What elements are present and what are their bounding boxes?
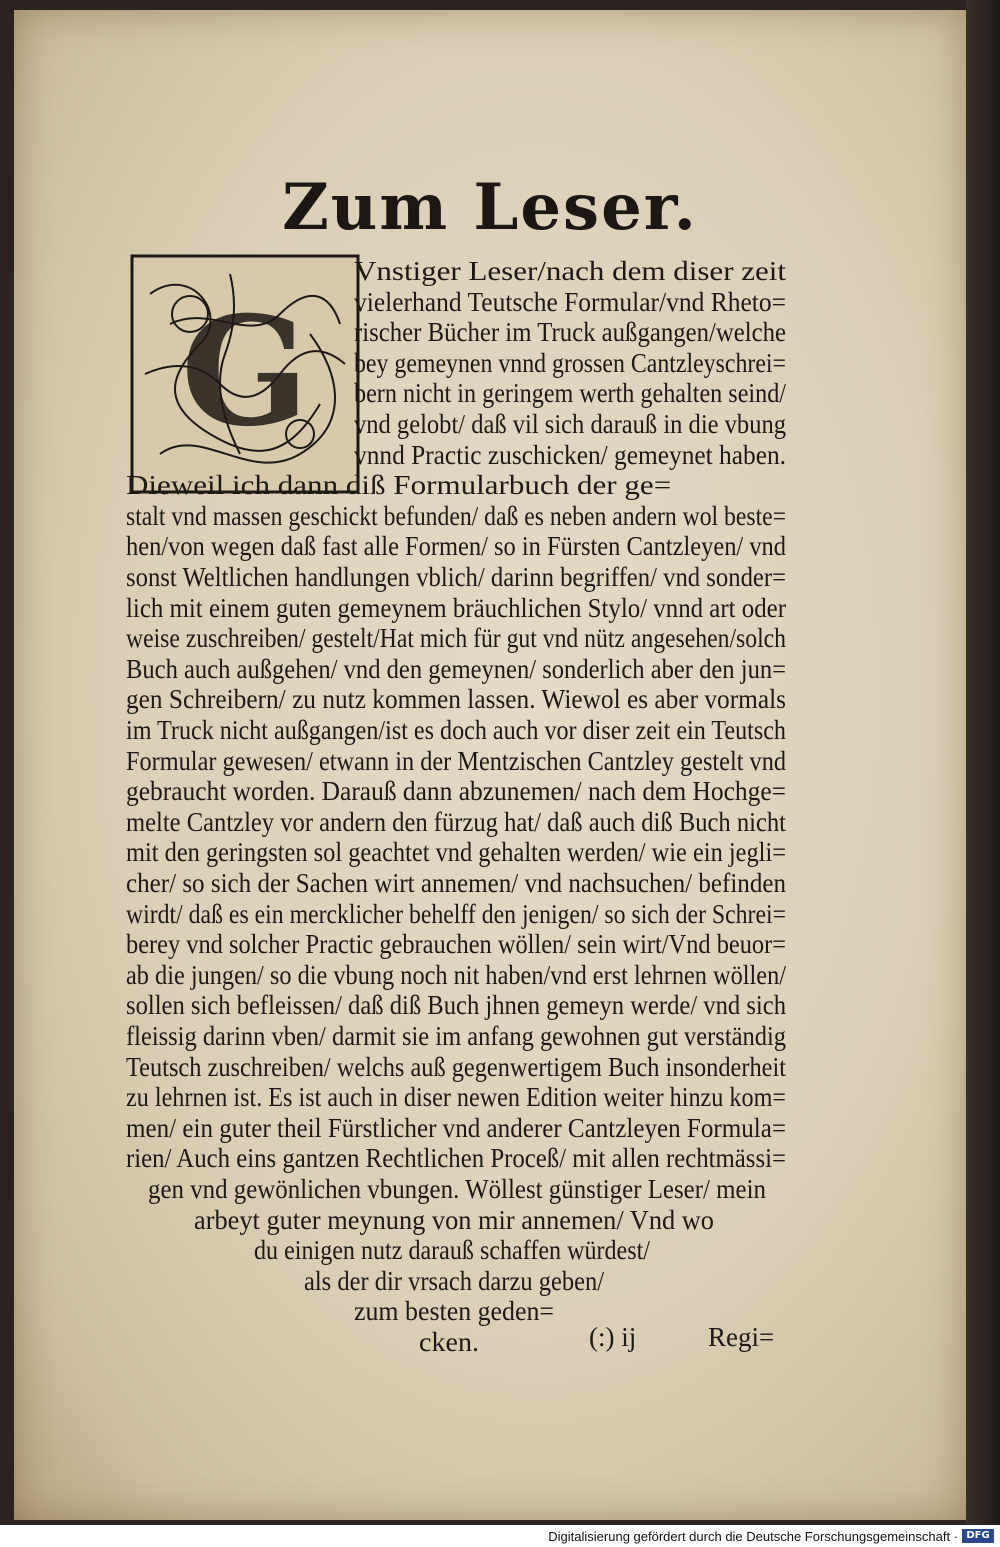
text-line: Buch auch außgehen/ vnd den gemeynen/ sonderlich aber den jun= [126,653,786,684]
text-line: Vnstiger Leser/nach dem diser zeit [354,256,786,286]
text-line: gen vnd gewönlichen vbungen. Wöllest günstiger Leser/ mein [148,1174,766,1204]
text-line: zum besten geden= [354,1296,554,1327]
text-line: rien/ Auch eins gantzen Rechtlichen Proceß/ mit allen rechtmässi= [126,1143,786,1174]
text-line: rischer Bücher im Truck außgangen/welche [354,317,786,348]
text-line: weise zuschreiben/ gestelt/Hat mich für gut vnd nütz angesehen/solch [126,623,786,654]
book-edge-shadow [966,0,1000,1525]
text-line: melte Cantzley vor andern den fürzug hat/ daß auch diß Buch nicht [126,806,786,837]
text-line: sollen sich befleissen/ daß diß Buch jhnen gemeyn werde/ vnd sich [126,990,786,1021]
catchword: Regi= [708,1322,775,1352]
text-line: cher/ so sich der Sachen wirt annemen/ vnd nachsuchen/ befinden [126,868,786,898]
paper-page [14,10,966,1520]
text-line: bey gemeynen vnnd grossen Cantzleyschrei= [354,347,786,378]
text-line: berey vnd solcher Practic gebrauchen wöllen/ sein wirt/Vnd beuor= [126,929,786,960]
text-line: fleissig darinn vben/ darmit sie im anfang gewohnen gut verständig [126,1021,786,1051]
text-line: vielerhand Teutsche Formular/vnd Rheto= [354,286,786,317]
text-line: gen Schreibern/ zu nutz kommen lassen. Wiewol es aber vormals [126,684,786,715]
text-line: ab die jungen/ so die vbung noch nit haben/vnd erst lehrnen wöllen/ [126,959,786,990]
text-line: Teutsch zuschreiben/ welchs auß gegenwertigem Buch insonderheit [126,1051,786,1082]
text-line: bern nicht in geringem werth gehalten seind/ [354,378,786,409]
text-line: im Truck nicht außgangen/ist es doch auch vor diser zeit ein Teutsch [126,715,786,745]
text-line: mit den geringsten sol geachtet vnd gehalten werden/ wie ein jegli= [126,837,786,868]
text-line: wirdt/ daß es ein mercklicher behelff den jenigen/ so sich der Schrei= [126,898,786,929]
page-title: Zum Leser. [282,170,698,245]
text-line: gebraucht worden. Darauß dann abzunemen/ nach dem Hochge= [126,776,786,807]
text-line: men/ ein guter theil Fürstlicher vnd anderer Cantzleyen Formula= [126,1112,786,1143]
text-line: sonst Weltlichen handlungen vblich/ darinn begriffen/ vnd sonder= [126,562,786,592]
text-line: vnnd Practic zuschicken/ gemeynet haben. [354,439,786,470]
text-line: als der dir vrsach darzu geben/ [304,1265,604,1296]
initial-letter-glyph: G [180,284,310,460]
text-line: arbeyt guter meynung von mir annemen/ Vnd wo [194,1204,714,1235]
text-line: hen/von wegen daß fast alle Formen/ so in Fürsten Cantzleyen/ vnd [126,531,786,562]
text-line: Dieweil ich dann diß Formularbuch der ge= [126,470,672,501]
decorated-initial-letter [130,254,360,494]
text-line: cken. [419,1327,479,1357]
footer-credit-text: Digitalisierung gefördert durch die Deutsche Forschungsgemeinschaft · [548,1529,958,1544]
text-line: lich mit einem guten gemeynem bräuchlichen Stylo/ vnnd art oder [126,592,786,623]
signature-mark: (:) ij [589,1322,637,1352]
text-line: du einigen nutz darauß schaffen würdest/ [254,1235,650,1266]
text-line: vnd gelobt/ daß vil sich darauß in die vbung [354,409,786,439]
text-line: stalt vnd massen geschickt befunden/ daß es neben andern wol beste= [126,500,786,531]
text-line: Formular gewesen/ etwann in der Mentzischen Cantzley gestelt vnd [126,745,786,776]
text-line: zu lehrnen ist. Es ist auch in diser newen Edition weiter hinzu kom= [126,1082,786,1113]
digitization-footer [0,1525,1000,1547]
dfg-logo: DFG [962,1529,994,1543]
